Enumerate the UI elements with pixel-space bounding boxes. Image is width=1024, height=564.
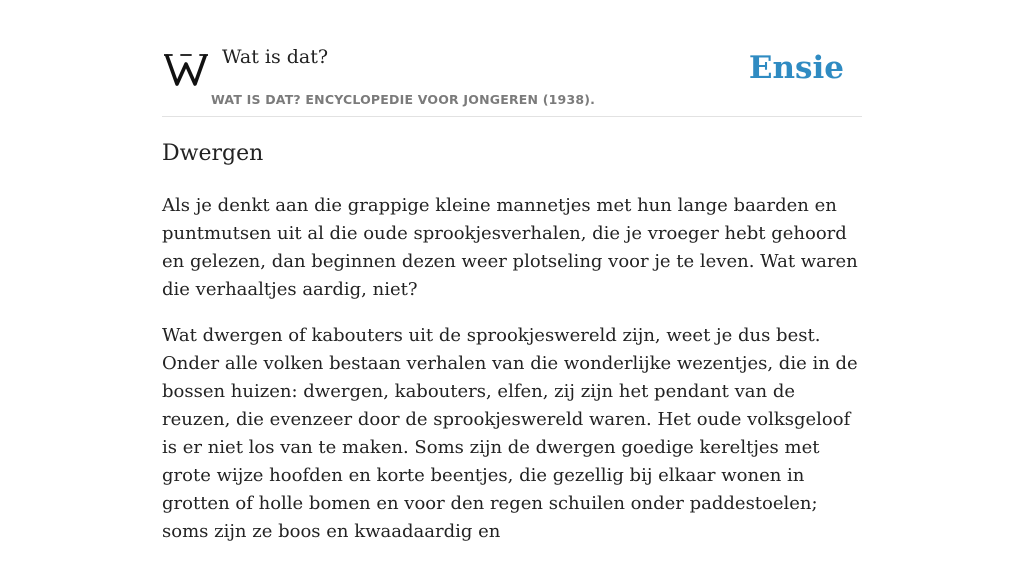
article [162, 138, 858, 564]
brand-logo-link[interactable]: Ensie [748, 50, 844, 86]
article-title: Dwergen [162, 141, 264, 166]
article-paragraph-2: Wat dwergen of kabouters uit de sprookjeswereld zijn, weet je dus best. Onder alle volken bestaan verhalen van die wonderlijke wezentjes, die in de bossen huizen: dwergen, kabouters, elfen, zij zijn het pendant van de reuzen, die evenzeer door de sprookjeswereld waren. Het oude volksgeloof is er niet los van te maken. Soms zijn de dwergen goedige kereltjes met grote wijze hoofden en korte beentjes, die gezellig bij elkaar wonen in grotten of holle bomen en voor den regen schuilen onder paddestoelen; soms zijn ze boos en kwaadaardig en [162, 325, 858, 542]
site-title[interactable]: Wat is dat? [222, 46, 329, 68]
site-subtitle: WAT IS DAT? ENCYCLOPEDIE VOOR JONGEREN (1938). [211, 92, 596, 107]
article-paragraph-1: Als je denkt aan die grappige kleine mannetjes met hun lange baarden en puntmutsen uit al die oude sprookjesverhalen, die je vroeger hebt gehoord en gelezen, dan beginnen dezen weer plotseling voor je te leven. Wat waren die verhaaltjes aardig, niet? [162, 195, 858, 300]
wikipedia-w-icon[interactable] [164, 50, 208, 90]
site-header [162, 40, 862, 117]
